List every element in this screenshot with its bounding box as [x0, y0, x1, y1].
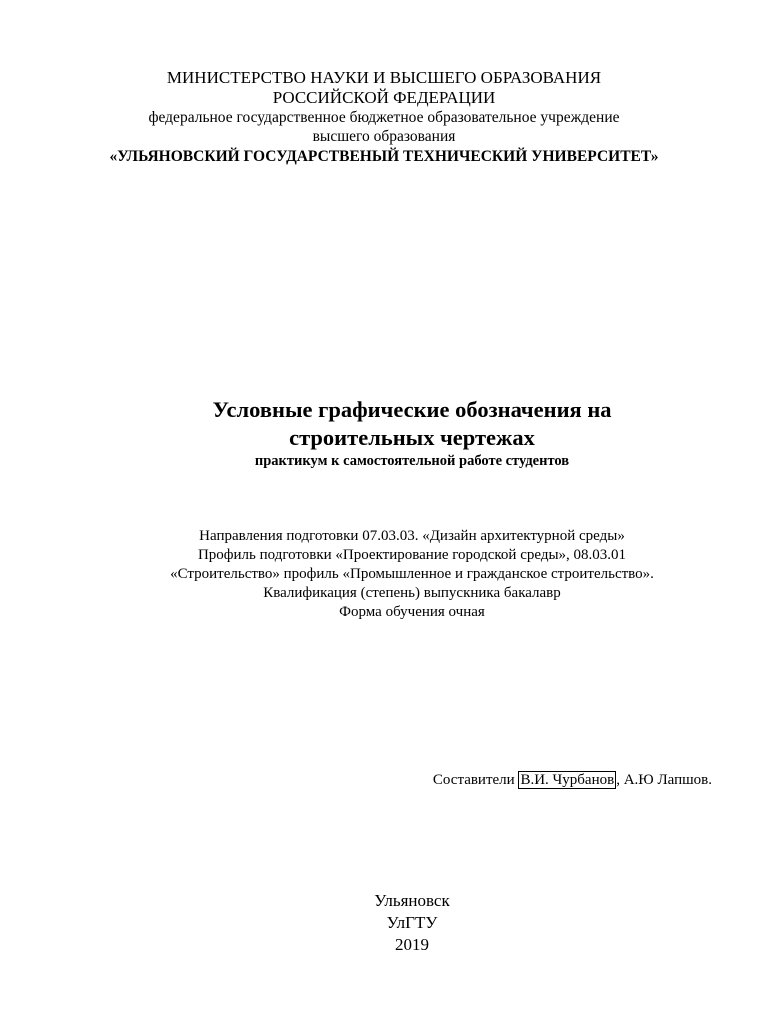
- institution-type-line-1: федеральное государственное бюджетное образовательное учреждение: [148, 109, 620, 126]
- program-info-line-5: Форма обучения очная: [339, 604, 485, 620]
- compilers-label: Составители: [432, 772, 519, 788]
- document-subtitle: практикум к самостоятельной работе студентов: [254, 453, 570, 469]
- program-info-line-2: Профиль подготовки «Проектирование городской среды», 08.03.01: [197, 547, 627, 563]
- program-info-line-1: Направления подготовки 07.03.03. «Дизайн архитектурной среды»: [199, 528, 625, 544]
- program-info-line-4: Квалификация (степень) выпускника бакалавр: [263, 585, 561, 601]
- document-title-line-2: строительных чертежах: [289, 425, 535, 450]
- ministry-line-2: РОССИЙСКОЙ ФЕДЕРАЦИИ: [272, 88, 496, 107]
- title-block: [28, 396, 768, 470]
- compiler-author-1: В.И. Чурбанов: [520, 772, 615, 788]
- ministry-line-1: МИНИСТЕРСТВО НАУКИ И ВЫСШЕГО ОБРАЗОВАНИЯ: [166, 68, 602, 87]
- footer-block: [28, 890, 768, 956]
- university-name: «УЛЬЯНОВСКИЙ ГОСУДАРСТВЕНЫЙ ТЕХНИЧЕСКИЙ УНИВЕРСИТЕТ»: [109, 148, 659, 165]
- program-info-line-3: «Строительство» профиль «Промышленное и гражданское строительство».: [170, 566, 654, 582]
- compilers-line: [433, 770, 712, 790]
- compilers-rest: , А.Ю Лапшов.: [616, 772, 712, 788]
- footer-publisher: УлГТУ: [386, 913, 438, 932]
- header-block: [0, 68, 768, 167]
- document-title-line-1: Условные графические обозначения на: [212, 397, 612, 422]
- footer-year: 2019: [395, 935, 429, 954]
- institution-type-line-2: высшего образования: [312, 128, 456, 145]
- footer-city: Ульяновск: [374, 891, 450, 910]
- program-info-block: [28, 527, 768, 622]
